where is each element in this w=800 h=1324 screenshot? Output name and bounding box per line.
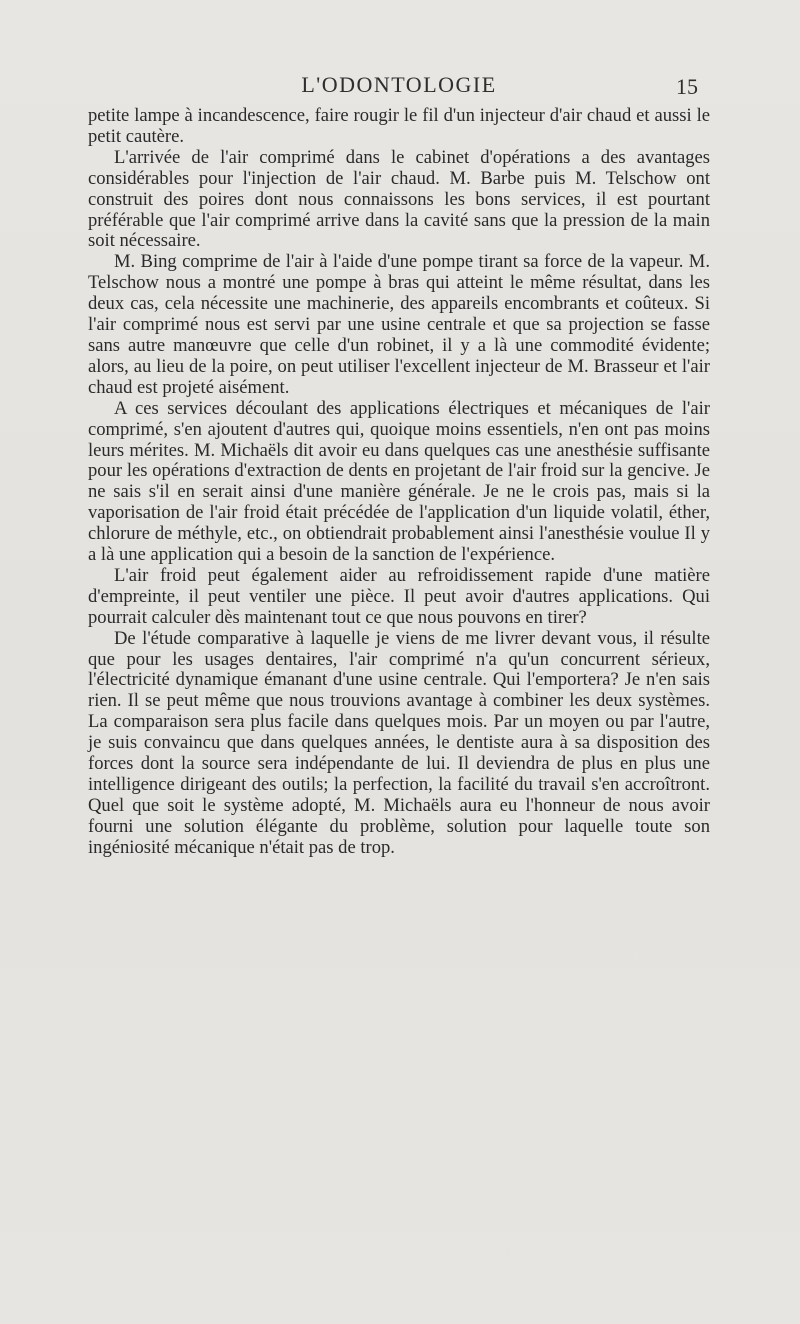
page-header [88,72,710,102]
paragraph-anesthesia: A ces services découlant des applications électriques et mécaniques de l'air comprimé, s'en ajoutent d'autres qui, quoique moins essentiels, n'en ont pas moins leurs mérites. M. Michaëls dit avoir eu dans quelques cas une anesthésie suffisante pour les opérations d'extraction de dents en projetant de l'air froid sur la gencive. Je ne sais s'il en serait ainsi d'une manière générale. Je ne le crois pas, mais si la vaporisation de l'air froid était précédée de l'application d'un liquide volatil, éther, chlorure de méthyle, etc., on obtiendrait probablement ainsi l'anesthésie voulue Il y a là une application qui a besoin de la sanction de l'expérience. [88,397,710,566]
body-text [88,106,710,859]
page-number: 15 [676,74,698,99]
paragraph-pumps: M. Bing comprime de l'air à l'aide d'une pompe tirant sa force de la vapeur. M. Telschow nous a montré une pompe à bras qui atteint le même résultat, dans les deux cas, cela nécessite une machinerie, des appareils encombrants et coûteux. Si l'air comprimé nous est servi par une usine centrale et que sa projection se fasse sans autre manœuvre que celle d'un robinet, il y a là une commodité évidente; alors, au lieu de la poire, on peut utiliser l'excellent injecteur de M. Brasseur et l'air chaud est projeté aisément. [88,251,710,398]
paragraph-compressed-air-arrival: L'arrivée de l'air comprimé dans le cabinet d'opérations a des avantages considérables pour l'injection de l'air chaud. M. Barbe puis M. Telschow ont construit des poires dont nous connaissons les bons services, il est pourtant préférable que l'air comprimé arrive dans la cavité sans que la pression de la main soit nécessaire. [88,146,710,252]
paragraph-continued: petite lampe à incandescence, faire rougir le fil d'un injecteur d'air chaud et aussi le petit cautère. [88,105,710,147]
paragraph-conclusion: De l'étude comparative à laquelle je viens de me livrer devant vous, il résulte que pour les usages dentaires, l'air comprimé n'a qu'un concurrent sérieux, l'électricité dynamique émanant d'une usine centrale. Qui l'emportera? Je n'en sais rien. Il se peut même que nous trouvions avantage à combiner les deux systèmes. La comparaison sera plus facile dans quelques mois. Par un moyen ou par l'autre, je suis convaincu que dans quelques années, le dentiste aura à sa disposition des forces dont la source sera indépendante de lui. Il deviendra de plus en plus une intelligence dirigeant des outils; la perfection, la facilité du travail s'en accroîtront. Quel que soit le système adopté, M. Michaëls aura eu l'honneur de nous avoir fourni une solution élégante du problème, solution pour laquelle toute son ingéniosité mécanique n'était pas de trop. [88,627,710,858]
paragraph-cold-air: L'air froid peut également aider au refroidissement rapide d'une matière d'empreinte, il peut ventiler une pièce. Il peut avoir d'autres applications. Qui pourrait calculer dès maintenant tout ce que nous pouvons en tirer? [88,564,710,628]
running-title: L'ODONTOLOGIE [301,72,497,97]
